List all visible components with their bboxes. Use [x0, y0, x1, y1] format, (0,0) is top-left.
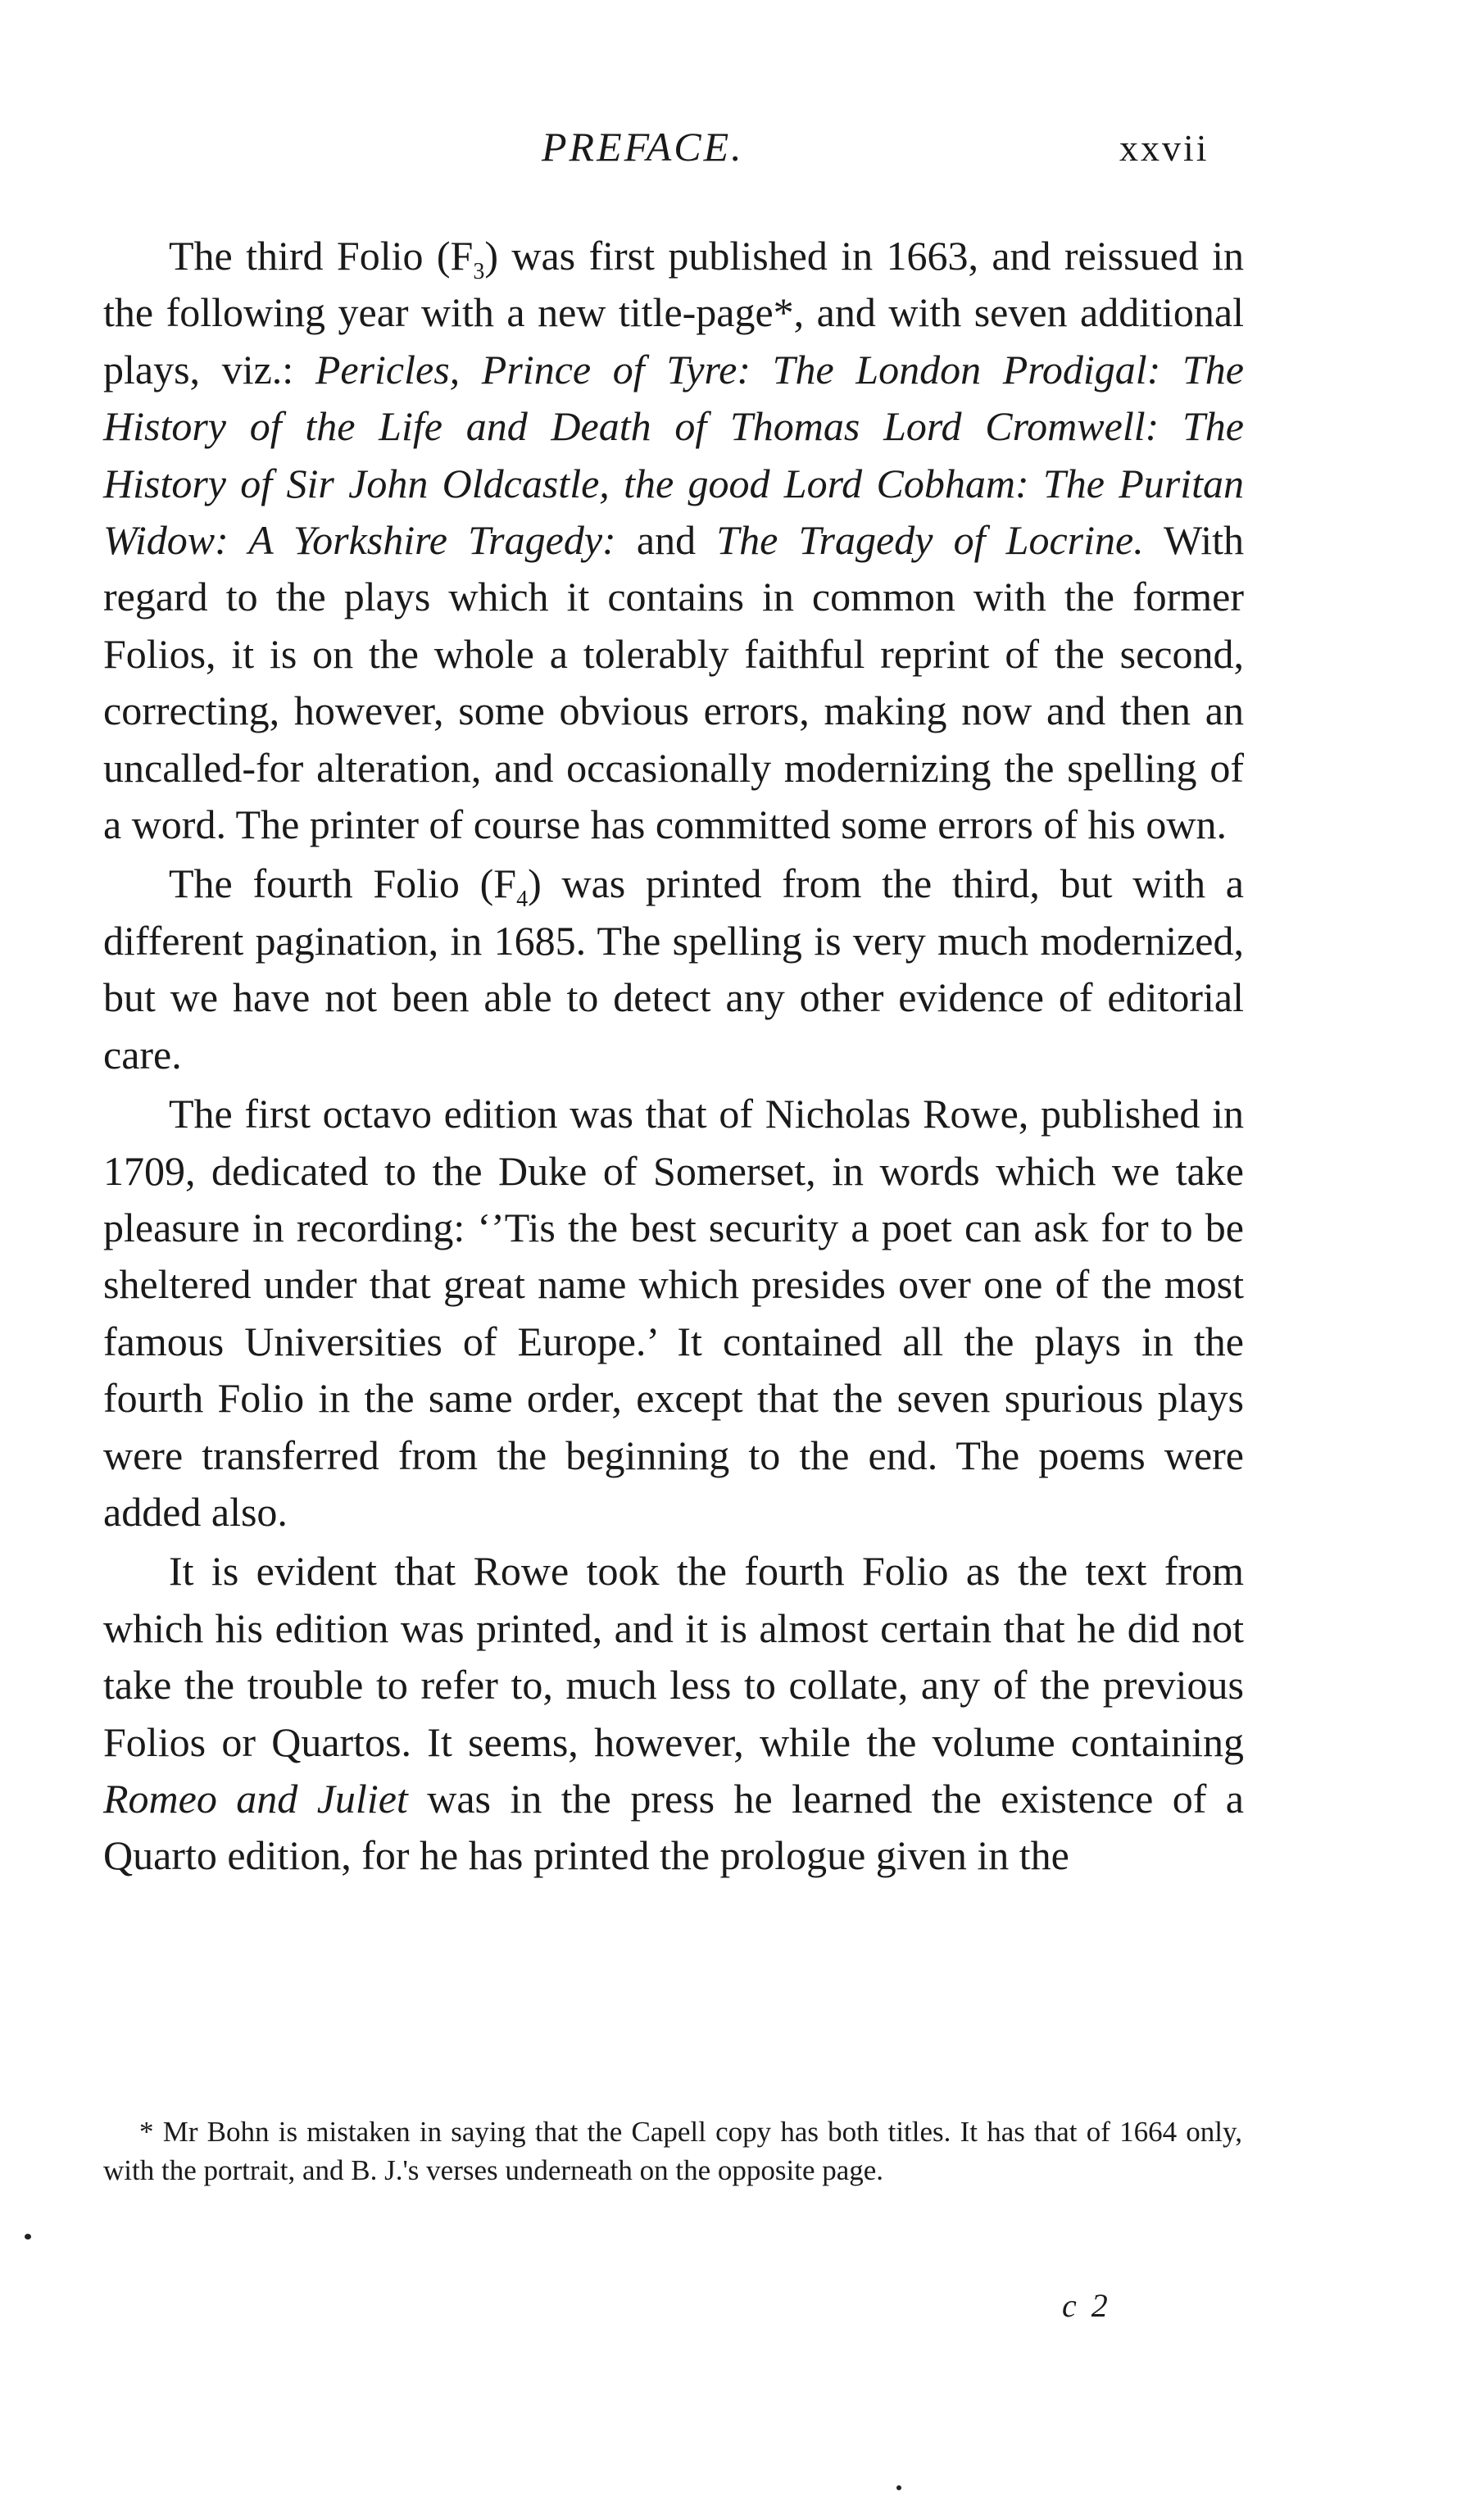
- text-run: The third Folio (F: [169, 233, 474, 279]
- text-run: The first octavo edition was that of Nicholas Rowe, published in 1709, dedicated to the Duke of Somerset, in words which we take pleasure in recording: ‘’Tis the best security a poet can ask for to be sheltered under that great name which presides over one of the most famous Universities of Europe.’ It contained all the plays in the fourth Folio in the same order, except that the seven spurious plays were transferred from the beginning to the end. The poems were added also.: [103, 1091, 1244, 1535]
- italic-title: The Tragedy of Locrine.: [716, 517, 1144, 564]
- ink-speck: [25, 2234, 31, 2240]
- text-run: and: [615, 517, 717, 564]
- paragraph-rowe-octavo: [103, 1086, 1244, 1541]
- paragraph-fourth-folio: [103, 855, 1244, 1083]
- paragraph-third-folio: [103, 228, 1244, 853]
- subscript: 3: [473, 259, 485, 284]
- paragraph-rowe-source: [103, 1543, 1244, 1884]
- ink-speck: [896, 2485, 901, 2490]
- italic-title: Romeo and Juliet: [103, 1775, 408, 1822]
- text-run: The fourth Folio (F: [169, 860, 517, 907]
- running-title: PREFACE.: [542, 124, 744, 170]
- footnote: * Mr Bohn is mistaken in saying that the Capell copy has both titles. It has that of 1664 only, with the portrait, and B. J.'s verses underneath on the opposite page.: [103, 2116, 1242, 2186]
- subscript: 4: [516, 887, 529, 913]
- signature-mark: c 2: [1062, 2287, 1111, 2324]
- text-run: It is evident that Rowe took the fourth Folio as the text from which his edition was printed, and it is almost certain that he did not take the trouble to refer to, much less to collate, any of the previous Folios or Quartos. It seems, however, while the volume containing: [103, 1548, 1244, 1765]
- text-run: ) was printed from the third, but with a different pagination, in 1685. The spelling is very much modernized, but we have not been able to detect any other evidence of editorial care.: [103, 860, 1244, 1078]
- text-run: was in the press he learned the existence of a Quarto edition, for he has printed the prologue given in the: [103, 1775, 1244, 1879]
- body-text: [103, 228, 1244, 1885]
- page-number: xxvii: [1119, 127, 1209, 169]
- running-head: [103, 123, 1250, 180]
- italic-title: Pericles, Prince of Tyre: The London Prodigal: The History of the Life and Death of Thomas Lord Cromwell: The History of Sir John Oldcastle, the good Lord Cobham: The Puritan Widow: A Yorkshire Tragedy:: [103, 346, 1244, 564]
- text-run: With regard to the plays which it contains in common with the former Folios, it is on the whole a tolerably faithful reprint of the second, correcting, however, some obvious errors, making now and then an uncalled-for alteration, and occasionally modernizing the spelling of a word. The printer of course has committed some errors of his own.: [103, 517, 1245, 848]
- text-run: ) was first published in 1663, and reissued in the following year with a new title-page*, and with seven additional plays, viz.:: [103, 233, 1245, 393]
